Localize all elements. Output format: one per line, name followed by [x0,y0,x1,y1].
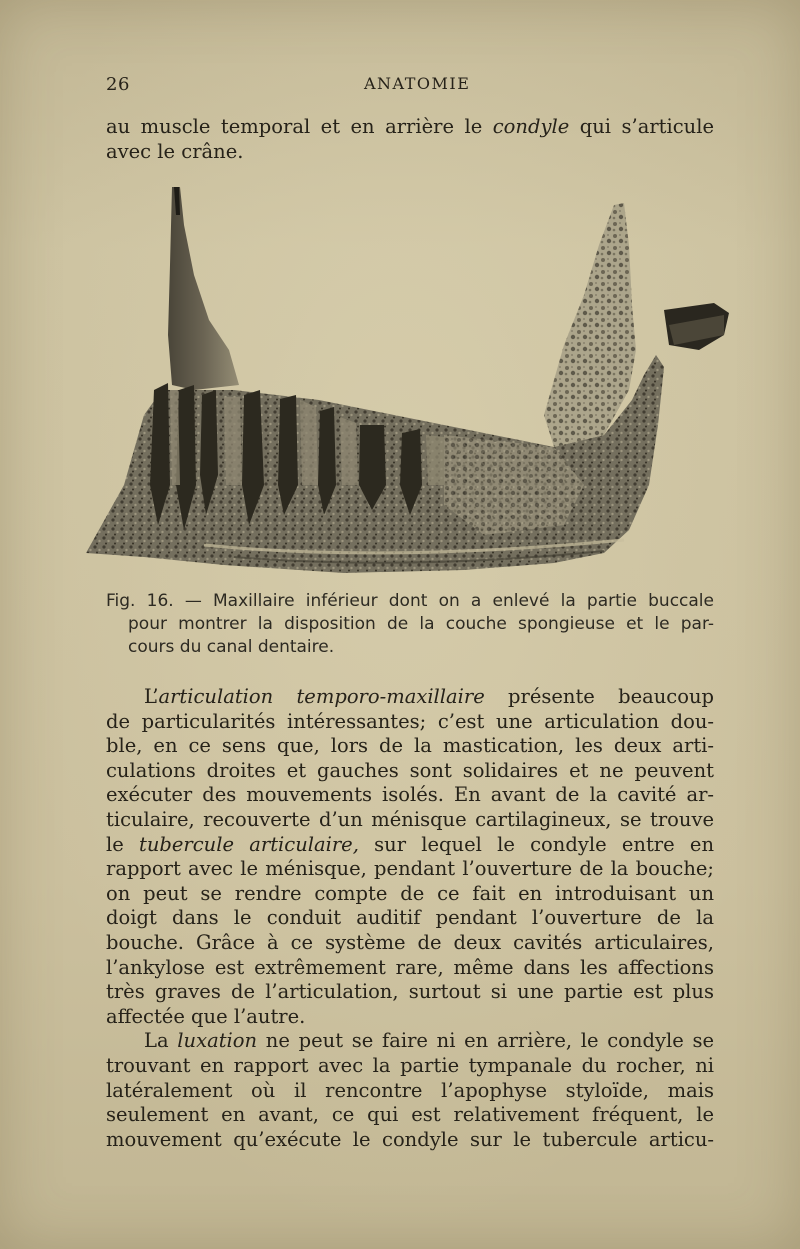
figure-caption [106,590,716,659]
caption-text: Maxillaire inférieur dont on a enlevé la partie buccale [213,591,714,611]
text-line: de particularités intéressantes; c’est une articulation dou- [106,709,714,733]
body-text [106,685,714,1152]
text-line: ticulaire, recouverte d’un ménisque cartilagineux, se trouve [106,807,714,831]
text-line [106,833,714,858]
text-line: on peut se rendre compte de ce fait en introduisant un [106,881,714,905]
italic-term: articulation temporo-maxillaire [158,685,485,708]
page-header [106,74,726,98]
text-run: ne peut se faire ni en arrière, le condyle se [257,1029,714,1053]
text-line: rapport avec le ménisque, pendant l’ouverture de la bouche; [106,857,714,881]
text-line: mouvement qu’exécute le condyle sur le tubercule articu- [106,1127,714,1151]
running-title: ANATOMIE [364,74,471,93]
caption-line: pour montrer la disposition de la couche spongieuse et le par- [128,614,714,634]
text-line: avec le crâne. [106,139,244,163]
text-line [106,115,714,140]
text-run: L’ [144,685,159,708]
text-run: qui s’articule [569,115,714,138]
text-line: culations droites et gauches sont solidaires et ne peuvent [106,758,714,782]
text-line: bouche. Grâce à ce système de deux cavités articulaires, [106,930,714,954]
text-line: trouvant en rapport avec la partie tympanale du rocher, ni [106,1053,714,1077]
mandible-engraving [84,185,732,580]
caption-line: cours du canal dentaire. [128,637,335,657]
text-run: le [106,832,140,856]
text-line: latéralement où il rencontre l’apophyse styloïde, mais [106,1078,714,1102]
italic-term: luxation [177,1029,258,1053]
figure-label: Fig. 16. — [106,591,202,611]
text-run: présente beaucoup [484,685,714,708]
text-run: sur lequel le condyle entre en [358,832,714,856]
italic-term: condyle [492,115,570,138]
text-line: l’ankylose est extrêmement rare, même dans les affections [106,955,714,979]
figure-mandible-illustration [84,185,732,580]
text-line: ble, en ce sens que, lors de la mastication, les deux arti- [106,734,714,758]
text-line: doigt dans le conduit auditif pendant l’ouverture de la [106,906,714,930]
text-line: exécuter des mouvements isolés. En avant de la cavité ar- [106,783,714,807]
text-line [106,685,714,710]
text-run: La [144,1029,178,1053]
page-number: 26 [106,74,130,95]
text-run: au muscle temporal et en arrière le [106,115,493,138]
text-line: très graves de l’articulation, surtout si une partie est plus [106,980,714,1004]
text-line [106,1029,714,1054]
top-paragraph [106,115,714,164]
caption-line [106,590,714,613]
text-line: seulement en avant, ce qui est relativement fréquent, le [106,1103,714,1127]
text-line: affectée que l’autre. [106,1004,306,1028]
italic-term: tubercule articulaire, [139,832,359,856]
